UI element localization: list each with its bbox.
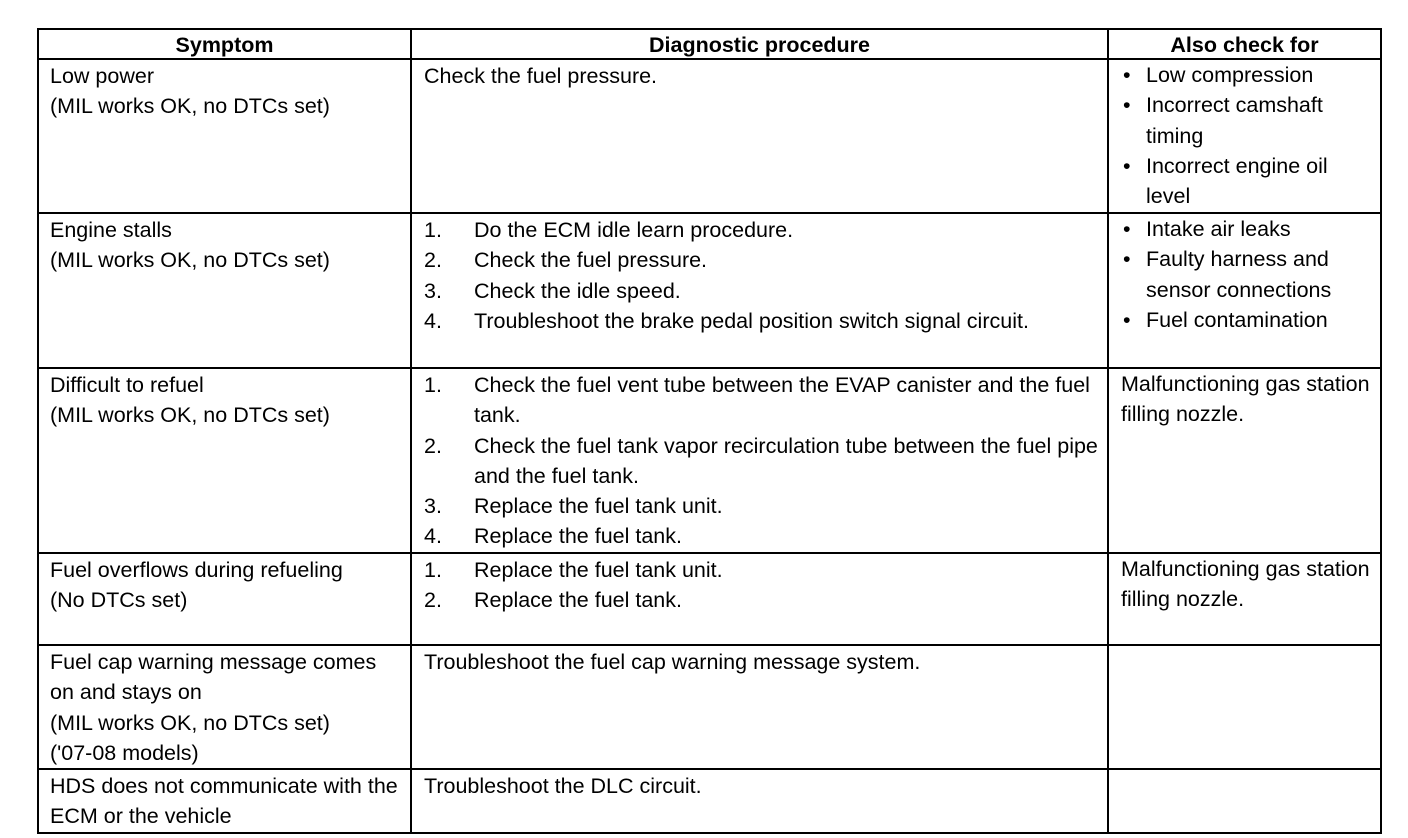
- also-check-cell: [1108, 213, 1381, 368]
- table-row-engine-stalls: [38, 213, 1381, 368]
- table-row-hds-no-communication: [38, 769, 1381, 833]
- procedure-cell: [411, 213, 1108, 368]
- table-row-fuel-overflows: [38, 553, 1381, 645]
- also-check-list: [1121, 60, 1374, 211]
- also-check-text: Malfunctioning gas station filling nozzle.: [1121, 557, 1370, 612]
- step-number: 1.: [424, 218, 442, 242]
- symptom-cell: [38, 59, 411, 213]
- also-check-item: • Low compression: [1121, 60, 1374, 90]
- also-check-cell: [1108, 645, 1381, 769]
- also-check-item: • Fuel contamination: [1121, 305, 1374, 335]
- step-number: 2.: [424, 248, 442, 273]
- symptom-line: (MIL works OK, no DTCs set): [50, 710, 330, 735]
- step-number: 1.: [424, 558, 442, 582]
- header-also-check-for: Also check for: [1108, 29, 1381, 59]
- procedure-step: [424, 585, 1099, 615]
- also-check-item: • Intake air leaks: [1121, 214, 1374, 244]
- step-number: 2.: [424, 433, 442, 458]
- procedure-cell: [411, 553, 1108, 645]
- step-text: Replace the fuel tank.: [474, 524, 682, 549]
- step-number: 3.: [424, 494, 442, 519]
- header-symptom: Symptom: [38, 29, 411, 59]
- procedure-text: Troubleshoot the DLC circuit.: [424, 774, 702, 799]
- symptom-line: Fuel cap warning message comes on and stays on: [50, 650, 377, 705]
- also-check-cell: [1108, 59, 1381, 213]
- symptom-line: (MIL works OK, no DTCs set): [50, 94, 330, 119]
- symptom-cell: [38, 645, 411, 769]
- step-text: Check the idle speed.: [474, 278, 681, 303]
- procedure-steps: [424, 370, 1099, 552]
- header-diagnostic-procedure: Diagnostic procedure: [411, 29, 1108, 59]
- step-number: 4.: [424, 308, 442, 333]
- also-check-cell: [1108, 368, 1381, 553]
- step-text: Check the fuel tank vapor recirculation tube between the fuel pipe and the fuel tank.: [474, 433, 1098, 488]
- step-number: 3.: [424, 278, 442, 303]
- procedure-cell: [411, 368, 1108, 553]
- procedure-cell: [411, 59, 1108, 213]
- procedure-step: [424, 306, 1099, 336]
- procedure-cell: [411, 769, 1108, 833]
- also-check-item: • Incorrect camshaft timing: [1121, 90, 1374, 151]
- procedure-step: [424, 276, 1099, 306]
- also-check-text: Malfunctioning gas station filling nozzle.: [1121, 372, 1370, 427]
- procedure-step: [424, 215, 1099, 245]
- procedure-step: [424, 370, 1099, 431]
- step-text: Replace the fuel tank.: [474, 588, 682, 613]
- step-number: 2.: [424, 588, 442, 613]
- symptom-line: HDS does not communicate with the ECM or the vehicle: [50, 774, 398, 829]
- procedure-step: [424, 555, 1099, 585]
- symptom-cell: [38, 213, 411, 368]
- symptom-cell: [38, 368, 411, 553]
- procedure-text: Check the fuel pressure.: [424, 64, 658, 88]
- step-text: Check the fuel vent tube between the EVAP canister and the fuel tank.: [474, 373, 1090, 428]
- header-row: [38, 29, 1381, 59]
- step-number: 1.: [424, 373, 442, 397]
- procedure-step: [424, 491, 1099, 521]
- procedure-step: [424, 521, 1099, 551]
- step-text: Check the fuel pressure.: [474, 248, 708, 273]
- procedure-text: Troubleshoot the fuel cap warning message system.: [424, 650, 921, 674]
- symptom-line: Low power: [50, 64, 154, 88]
- also-check-item: • Incorrect engine oil level: [1121, 151, 1374, 212]
- symptom-line: (No DTCs set): [50, 588, 188, 613]
- also-check-cell: [1108, 769, 1381, 833]
- symptom-line: Engine stalls: [50, 218, 172, 242]
- symptom-line: (MIL works OK, no DTCs set): [50, 248, 330, 273]
- troubleshooting-table: [37, 28, 1382, 834]
- procedure-step: [424, 431, 1099, 492]
- table-row-fuel-cap-warning: [38, 645, 1381, 769]
- also-check-list: [1121, 214, 1374, 335]
- step-text: Do the ECM idle learn procedure.: [474, 218, 794, 242]
- symptom-line: (MIL works OK, no DTCs set): [50, 403, 330, 428]
- symptom-line: ('07-08 models): [50, 740, 199, 765]
- step-text: Troubleshoot the brake pedal position switch signal circuit.: [474, 308, 1029, 333]
- symptom-cell: [38, 769, 411, 833]
- step-number: 4.: [424, 524, 442, 549]
- procedure-steps: [424, 555, 1099, 616]
- symptom-line: Fuel overflows during refueling: [50, 558, 343, 582]
- procedure-cell: [411, 645, 1108, 769]
- step-text: Replace the fuel tank unit.: [474, 558, 723, 582]
- procedure-steps: [424, 215, 1099, 336]
- symptom-line: Difficult to refuel: [50, 373, 204, 397]
- table-row-low-power: [38, 59, 1381, 213]
- table-row-difficult-to-refuel: [38, 368, 1381, 553]
- also-check-item: • Faulty harness and sensor connections: [1121, 244, 1374, 305]
- also-check-cell: [1108, 553, 1381, 645]
- step-text: Replace the fuel tank unit.: [474, 494, 723, 519]
- symptom-cell: [38, 553, 411, 645]
- procedure-step: [424, 245, 1099, 275]
